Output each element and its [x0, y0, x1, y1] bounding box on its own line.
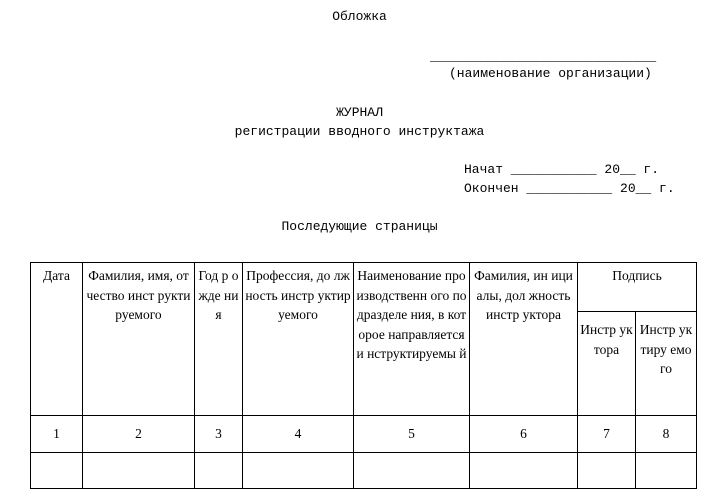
blank-cell: [470, 453, 578, 489]
column-number: 4: [243, 416, 354, 453]
blank-cell: [83, 453, 195, 489]
journal-subtitle: регистрации вводного инструктажа: [234, 124, 485, 139]
header-signature-instructor: Инстр уктора: [578, 312, 636, 416]
column-number: 6: [470, 416, 578, 453]
blank-cell: [354, 453, 470, 489]
header-signature: Подпись: [578, 263, 697, 312]
next-pages-label: Последующие страницы: [281, 219, 438, 234]
blank-cell: [31, 453, 83, 489]
header-signature-trainee: Инстр уктиру емого: [636, 312, 697, 416]
column-number: 8: [636, 416, 697, 453]
column-number: 1: [31, 416, 83, 453]
briefing-journal-table: [30, 262, 697, 489]
column-number: 3: [195, 416, 243, 453]
blank-entry-row: [31, 453, 697, 489]
header-position: Профессия, до лжность инстр уктируемого: [243, 263, 354, 416]
cover-label: Обложка: [332, 9, 387, 24]
blank-cell: [243, 453, 354, 489]
started-line: Начат ___________ 20__ г.: [464, 162, 660, 177]
blank-cell: [578, 453, 636, 489]
header-row-top: [31, 263, 697, 312]
column-number: 2: [83, 416, 195, 453]
header-date: Дата: [31, 263, 83, 416]
header-department: Наименование производственн ого подразделе ния, в которое направляется и нструктируемы й: [354, 263, 470, 416]
column-number-row: [31, 416, 697, 453]
organization-caption: (наименование организации): [449, 66, 652, 81]
column-number: 5: [354, 416, 470, 453]
finished-line: Окончен ___________ 20__ г.: [464, 181, 675, 196]
header-instructor: Фамилия, ин ициалы, дол жность инстр уктора: [470, 263, 578, 416]
column-number: 7: [578, 416, 636, 453]
blank-cell: [636, 453, 697, 489]
journal-title: ЖУРНАЛ: [336, 105, 383, 120]
organization-line: _____________________________: [430, 49, 657, 64]
blank-cell: [195, 453, 243, 489]
header-full-name: Фамилия, имя, отчество инст руктируемого: [83, 263, 195, 416]
header-birth-year: Год р ожде ния: [195, 263, 243, 416]
